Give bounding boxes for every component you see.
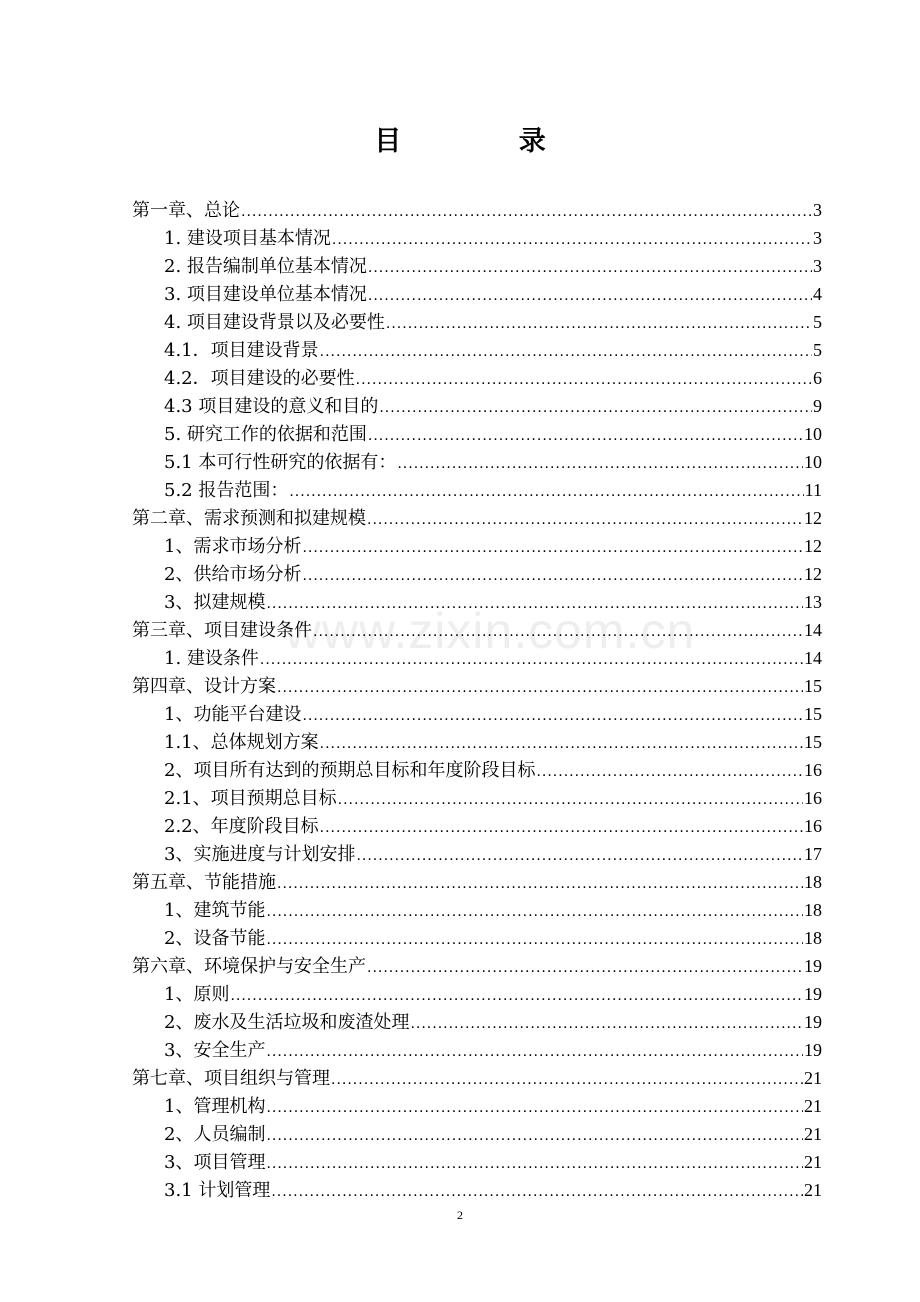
toc-entry-label: 2、供给市场分析: [164, 564, 302, 585]
toc-entry-page: 21: [804, 1096, 822, 1116]
toc-dot-leader: [386, 310, 812, 338]
toc-dot-leader: [230, 982, 803, 1010]
toc-section-entry[interactable]: [132, 1092, 822, 1120]
toc-entry-page: 10: [804, 424, 822, 444]
toc-entry-page: 12: [804, 564, 822, 584]
toc-entry-label: 4.1．项目建设背景: [164, 340, 319, 361]
toc-section-entry[interactable]: [132, 476, 822, 504]
toc-entry-page: 3: [813, 228, 822, 248]
toc-entry-page: 15: [804, 676, 822, 696]
toc-entry-page: 11: [804, 480, 822, 500]
toc-entry-page: 16: [804, 816, 822, 836]
toc-dot-leader: [367, 506, 803, 534]
toc-dot-leader: [332, 226, 812, 254]
toc-entry-page: 21: [804, 1068, 822, 1088]
toc-entry-page: 18: [804, 900, 822, 920]
toc-entry-label: 3、项目管理: [164, 1152, 266, 1173]
toc-entry-label: 3、安全生产: [164, 1040, 266, 1061]
toc-entry-label: 1. 建设项目基本情况: [164, 228, 331, 249]
toc-dot-leader: [241, 198, 812, 226]
toc-dot-leader: [331, 1066, 803, 1094]
toc-dot-leader: [302, 534, 803, 562]
toc-chapter-entry[interactable]: [132, 1064, 822, 1092]
toc-dot-leader: [320, 814, 803, 842]
toc-dot-leader: [397, 450, 803, 478]
toc-dot-leader: [368, 282, 812, 310]
toc-chapter-entry[interactable]: [132, 504, 822, 532]
toc-entry-page: 18: [804, 928, 822, 948]
toc-entry-label: 第六章、环境保护与安全生产: [132, 956, 366, 977]
toc-section-entry[interactable]: [132, 392, 822, 420]
toc-entry-page: 16: [804, 788, 822, 808]
toc-entry-page: 21: [804, 1180, 822, 1200]
toc-entry-page: 3: [813, 256, 822, 276]
toc-entry-page: 6: [813, 368, 822, 388]
toc-entry-label: 1、原则: [164, 984, 230, 1005]
toc-section-entry[interactable]: [132, 924, 822, 952]
toc-section-entry[interactable]: [132, 840, 822, 868]
toc-entry-label: 第七章、项目组织与管理: [132, 1068, 330, 1089]
toc-entry-label: 5. 研究工作的依据和范围: [164, 424, 367, 445]
toc-section-entry[interactable]: [132, 980, 822, 1008]
toc-dot-leader: [266, 1038, 803, 1066]
toc-entry-page: 17: [804, 844, 822, 864]
toc-section-entry[interactable]: [132, 420, 822, 448]
toc-entry-label: 1.1、总体规划方案: [164, 732, 319, 753]
toc-section-entry[interactable]: [132, 588, 822, 616]
toc-dot-leader: [277, 674, 803, 702]
toc-entry-page: 21: [804, 1124, 822, 1144]
toc-entry-label: 2、设备节能: [164, 928, 266, 949]
toc-entry-label: 3. 项目建设单位基本情况: [164, 284, 367, 305]
toc-section-entry[interactable]: [132, 896, 822, 924]
toc-dot-leader: [356, 842, 803, 870]
toc-dot-leader: [320, 730, 803, 758]
toc-section-entry[interactable]: [132, 308, 822, 336]
toc-entry-page: 19: [804, 1040, 822, 1060]
toc-dot-leader: [379, 394, 812, 422]
toc-dot-leader: [368, 422, 803, 450]
toc-entry-page: 19: [804, 956, 822, 976]
toc-entry-page: 13: [804, 592, 822, 612]
toc-dot-leader: [277, 870, 803, 898]
toc-section-entry[interactable]: [132, 1148, 822, 1176]
toc-dot-leader: [367, 954, 803, 982]
toc-entry-page: 15: [804, 732, 822, 752]
toc-entry-page: 3: [813, 200, 822, 220]
toc-entry-label: 第五章、节能措施: [132, 872, 276, 893]
toc-entry-page: 14: [804, 620, 822, 640]
toc-entry-label: 2. 报告编制单位基本情况: [164, 256, 367, 277]
toc-dot-leader: [320, 338, 812, 366]
toc-entry-label: 4. 项目建设背景以及必要性: [164, 312, 385, 333]
toc-dot-leader: [266, 1150, 803, 1178]
toc-section-entry[interactable]: [132, 364, 822, 392]
toc-section-entry[interactable]: [132, 1008, 822, 1036]
toc-dot-leader: [266, 1094, 803, 1122]
toc-entry-page: 19: [804, 1012, 822, 1032]
toc-entry-label: 2、废水及生活垃圾和废渣处理: [164, 1012, 410, 1033]
toc-entry-label: 4.3 项目建设的意义和目的: [164, 396, 379, 417]
toc-entry-label: 1、建筑节能: [164, 900, 266, 921]
table-of-contents: [132, 196, 822, 1204]
page-title: 目 录: [374, 126, 600, 157]
toc-section-entry[interactable]: [132, 784, 822, 812]
toc-section-entry[interactable]: [132, 812, 822, 840]
toc-entry-label: 第二章、需求预测和拟建规模: [132, 508, 366, 529]
toc-dot-leader: [260, 646, 803, 674]
toc-entry-label: 第一章、总论: [132, 200, 240, 221]
toc-entry-page: 9: [813, 396, 822, 416]
toc-entry-page: 19: [804, 984, 822, 1004]
toc-section-entry[interactable]: [132, 336, 822, 364]
toc-dot-leader: [356, 366, 812, 394]
toc-dot-leader: [271, 1178, 803, 1206]
toc-entry-page: 5: [813, 340, 822, 360]
toc-entry-label: 3、拟建规模: [164, 592, 266, 613]
toc-entry-page: 12: [804, 508, 822, 528]
toc-chapter-entry[interactable]: [132, 952, 822, 980]
toc-section-entry[interactable]: [132, 644, 822, 672]
toc-dot-leader: [536, 758, 803, 786]
toc-section-entry[interactable]: [132, 224, 822, 252]
toc-entry-label: 第四章、设计方案: [132, 676, 276, 697]
toc-entry-label: 第三章、项目建设条件: [132, 620, 312, 641]
toc-entry-page: 5: [813, 312, 822, 332]
toc-section-entry[interactable]: [132, 700, 822, 728]
toc-chapter-entry[interactable]: [132, 616, 822, 644]
toc-chapter-entry[interactable]: [132, 868, 822, 896]
toc-section-entry[interactable]: [132, 1036, 822, 1064]
toc-dot-leader: [338, 786, 803, 814]
toc-entry-page: 15: [804, 704, 822, 724]
toc-entry-label: 2、人员编制: [164, 1124, 266, 1145]
toc-section-entry[interactable]: [132, 1120, 822, 1148]
toc-entry-label: 4.2．项目建设的必要性: [164, 368, 355, 389]
toc-entry-label: 5.1 本可行性研究的依据有：: [164, 452, 397, 473]
watermark: www.zixin.com.cn: [284, 603, 696, 659]
toc-entry-label: 3.1 计划管理: [164, 1180, 271, 1201]
toc-section-entry[interactable]: [132, 728, 822, 756]
toc-entry-page: 18: [804, 872, 822, 892]
page-number: 2: [457, 1208, 463, 1222]
toc-entry-label: 1、管理机构: [164, 1096, 266, 1117]
toc-entry-label: 3、实施进度与计划安排: [164, 844, 356, 865]
toc-entry-page: 16: [804, 760, 822, 780]
toc-entry-page: 21: [804, 1152, 822, 1172]
toc-dot-leader: [302, 562, 803, 590]
toc-entry-page: 12: [804, 536, 822, 556]
toc-section-entry[interactable]: [132, 532, 822, 560]
toc-entry-page: 4: [813, 284, 822, 304]
toc-dot-leader: [266, 1122, 803, 1150]
toc-entry-label: 2、项目所有达到的预期总目标和年度阶段目标: [164, 760, 536, 781]
toc-dot-leader: [266, 898, 803, 926]
toc-chapter-entry[interactable]: [132, 672, 822, 700]
toc-entry-page: 10: [804, 452, 822, 472]
toc-dot-leader: [266, 590, 803, 618]
toc-section-entry[interactable]: [132, 448, 822, 476]
toc-entry-label: 5.2 报告范围：: [164, 480, 289, 501]
toc-dot-leader: [302, 702, 803, 730]
toc-chapter-entry[interactable]: [132, 196, 822, 224]
toc-entry-label: 2.2、年度阶段目标: [164, 816, 319, 837]
toc-dot-leader: [266, 926, 803, 954]
toc-section-entry[interactable]: [132, 560, 822, 588]
toc-dot-leader: [410, 1010, 803, 1038]
toc-entry-label: 1. 建设条件: [164, 648, 259, 669]
toc-dot-leader: [289, 478, 803, 506]
toc-section-entry[interactable]: [132, 1176, 822, 1204]
toc-entry-label: 1、需求市场分析: [164, 536, 302, 557]
toc-section-entry[interactable]: [132, 280, 822, 308]
toc-section-entry[interactable]: [132, 756, 822, 784]
toc-section-entry[interactable]: [132, 252, 822, 280]
toc-entry-label: 2.1、项目预期总目标: [164, 788, 337, 809]
toc-entry-page: 14: [804, 648, 822, 668]
toc-entry-label: 1、功能平台建设: [164, 704, 302, 725]
toc-dot-leader: [368, 254, 812, 282]
toc-dot-leader: [313, 618, 803, 646]
